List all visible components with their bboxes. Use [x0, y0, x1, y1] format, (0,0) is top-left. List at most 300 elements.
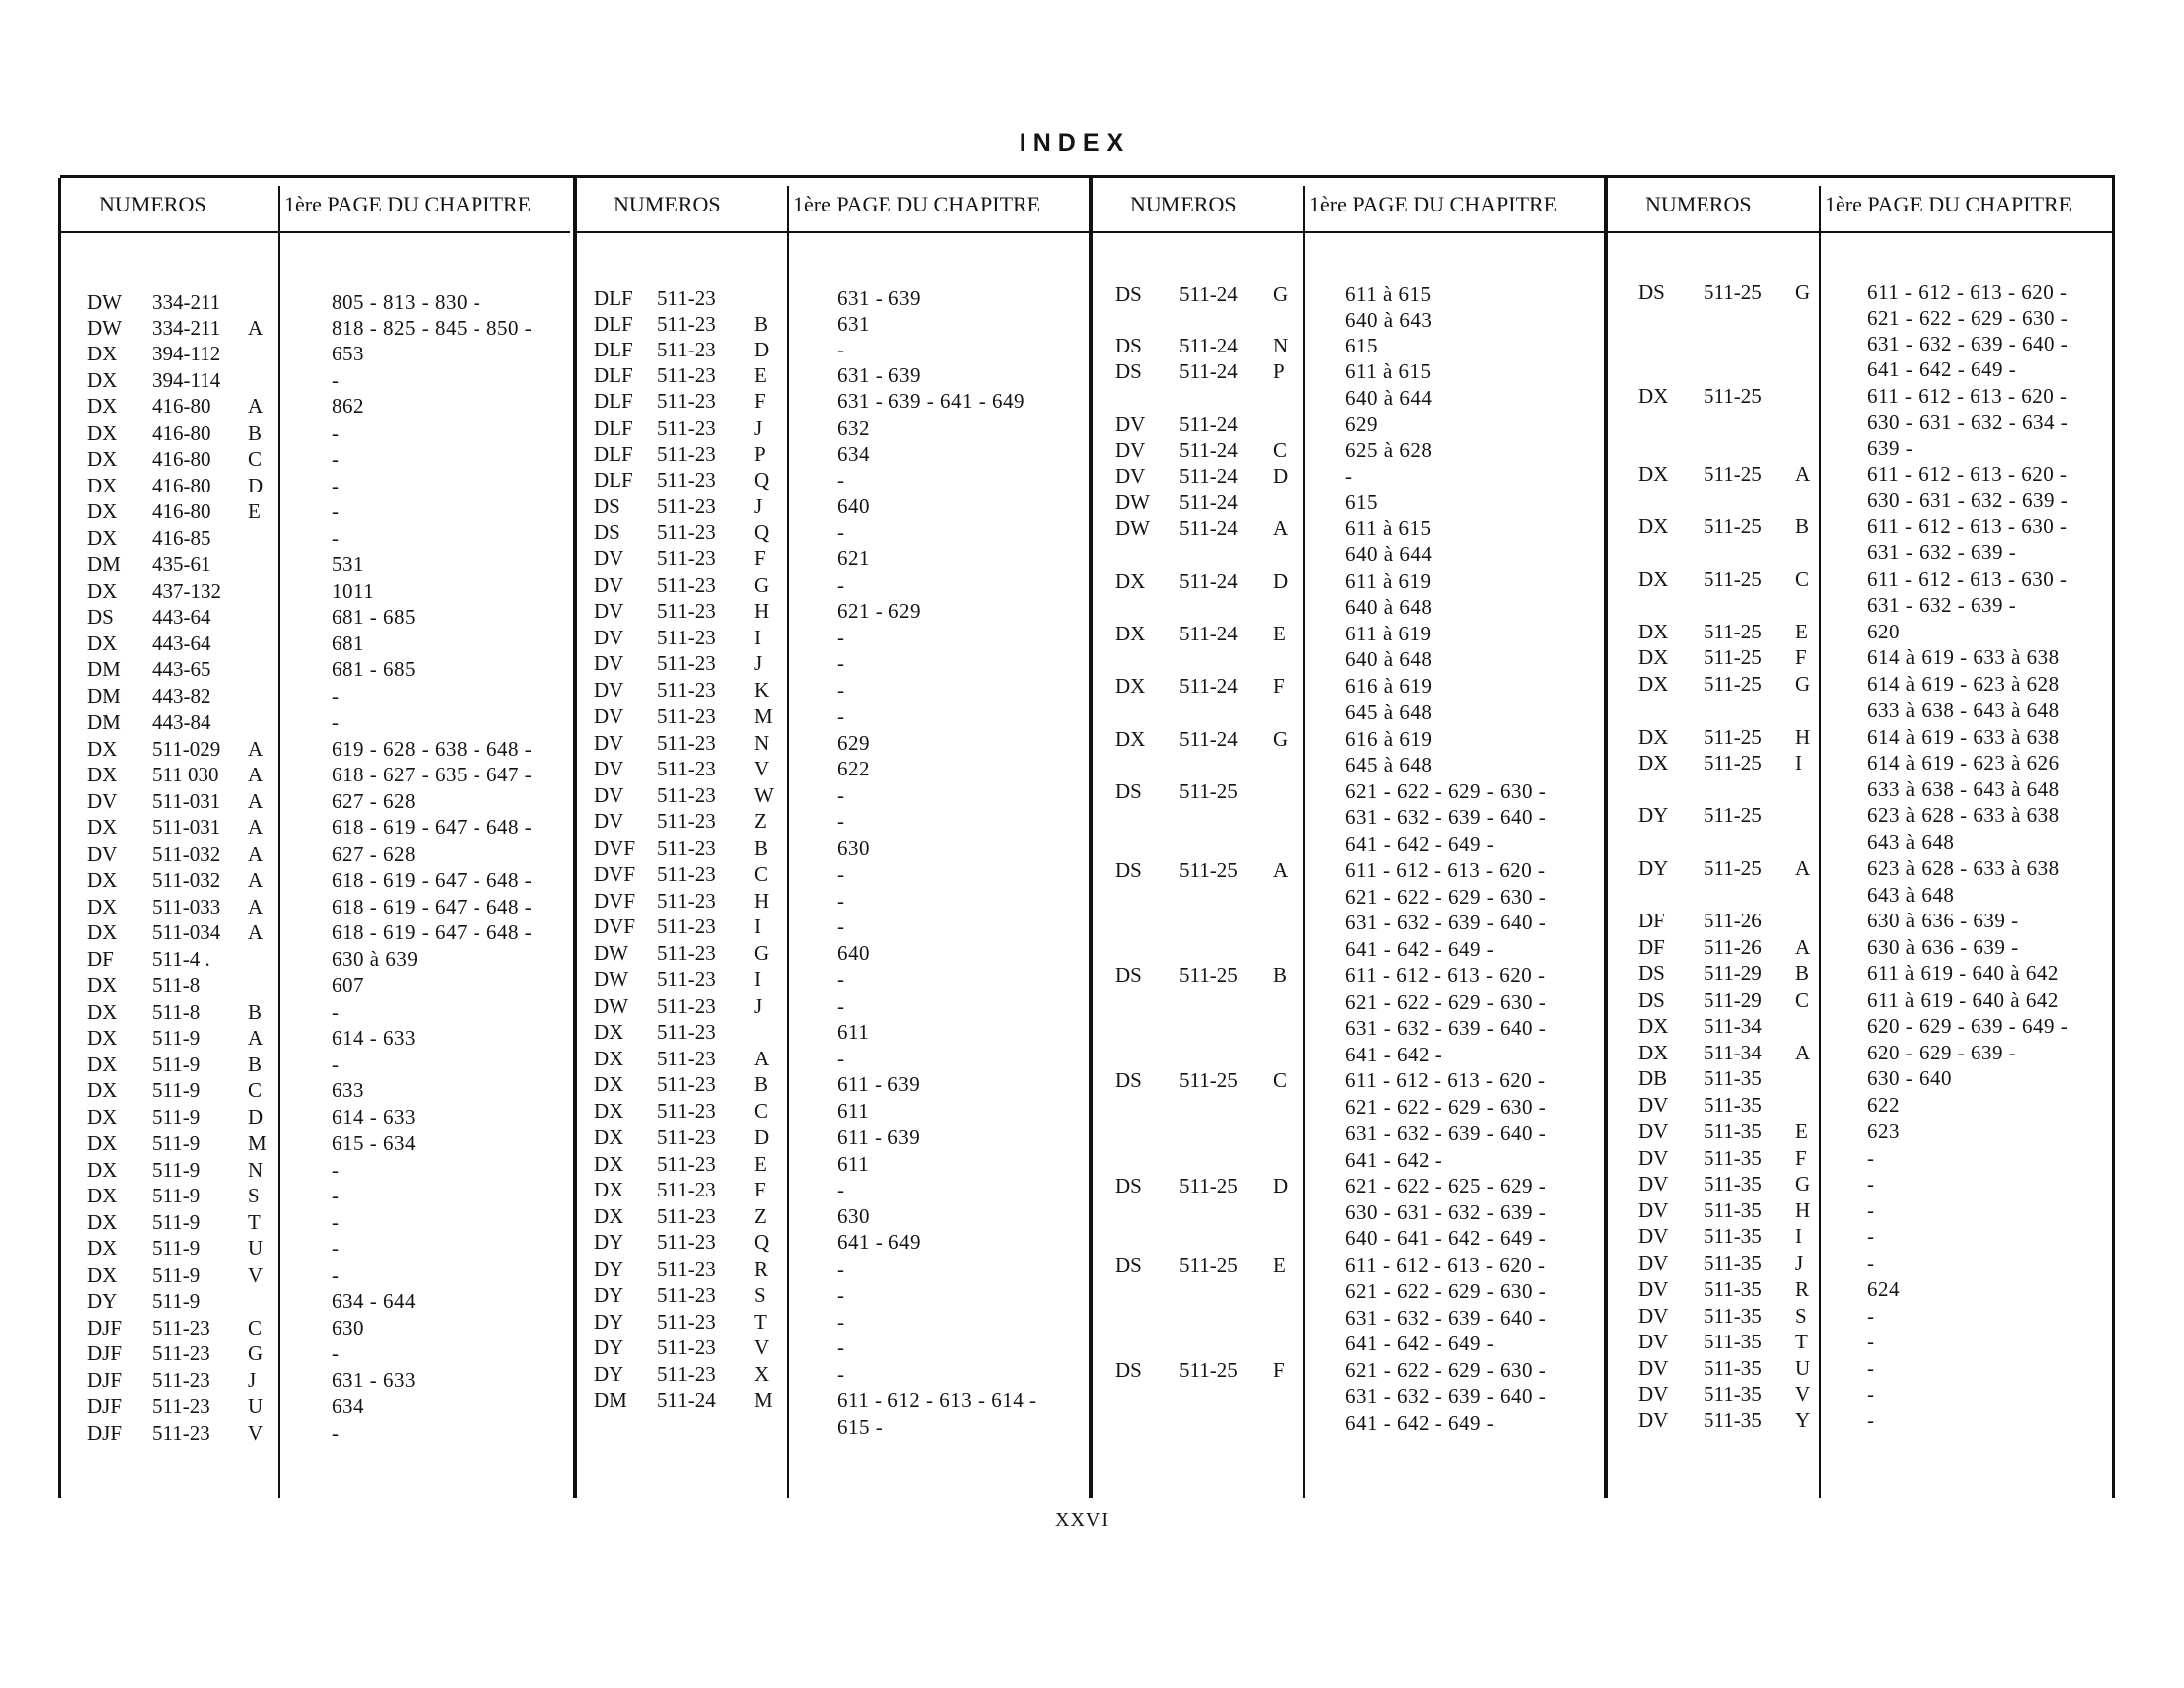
series-prefix: DVF	[594, 862, 636, 886]
series-prefix: DV	[1638, 1172, 1669, 1196]
chapter-pages: 623	[1867, 1119, 1900, 1143]
chapter-pages: -	[837, 520, 845, 544]
column-divider	[278, 186, 280, 1498]
part-number: 511-25	[1704, 462, 1762, 486]
chapter-pages: 611	[837, 1020, 870, 1044]
chapter-pages: 641 - 649	[837, 1230, 921, 1254]
part-number: 511-23	[657, 678, 716, 702]
series-prefix: DX	[1638, 725, 1669, 749]
part-number: 511-24	[1179, 674, 1238, 698]
variant-letter: C	[248, 447, 263, 471]
chapter-pages: -	[1867, 1408, 1875, 1432]
index-table	[60, 175, 2115, 1498]
part-number: 511-24	[1179, 334, 1238, 357]
chapter-pages: 640 à 644	[1345, 386, 1433, 410]
chapter-pages: 623 à 628 - 633 à 638	[1867, 803, 2060, 827]
series-prefix: DY	[87, 1289, 118, 1313]
variant-letter: I	[754, 626, 761, 649]
variant-letter: F	[754, 1178, 766, 1201]
variant-letter: J	[754, 494, 763, 518]
chapter-pages: -	[837, 468, 845, 492]
variant-letter: J	[1795, 1251, 1804, 1275]
chapter-pages: -	[332, 1341, 340, 1365]
series-prefix: DY	[594, 1283, 624, 1307]
chapter-pages: 641 - 642 - 649 -	[1867, 357, 2017, 381]
part-number: 511-23	[657, 599, 716, 623]
chapter-pages: 640	[837, 941, 870, 965]
variant-letter: B	[754, 312, 769, 336]
series-prefix: DV	[1115, 438, 1146, 462]
part-number: 511-23	[657, 416, 716, 440]
chapter-pages: 630	[332, 1316, 364, 1339]
variant-letter: M	[754, 704, 773, 728]
chapter-pages: 611 à 619	[1345, 569, 1432, 593]
series-prefix: DY	[594, 1310, 624, 1334]
chapter-pages: 611 - 612 - 613 - 620 -	[1867, 280, 2068, 304]
chapter-pages: 640 à 643	[1345, 308, 1433, 332]
part-number: 511-23	[657, 1047, 716, 1070]
chapter-pages: 618 - 619 - 647 - 648 -	[332, 868, 533, 892]
part-number: 334-211	[152, 290, 221, 314]
series-prefix: DB	[1638, 1066, 1668, 1090]
chapter-pages: -	[837, 678, 845, 702]
series-prefix: DLF	[594, 338, 633, 361]
chapter-pages: 614 - 633	[332, 1105, 416, 1129]
chapter-pages: 631 - 632 - 639 - 640 -	[1345, 911, 1547, 934]
chapter-pages: 634 - 644	[332, 1289, 416, 1313]
part-number: 511-26	[1704, 935, 1762, 959]
chapter-pages: 631 - 633	[332, 1368, 416, 1392]
part-number: 511-23	[657, 1283, 716, 1307]
chapter-pages: 611 - 612 - 613 - 614 -	[837, 1388, 1037, 1412]
chapter-pages: 618 - 619 - 647 - 648 -	[332, 895, 533, 918]
variant-letter: K	[754, 678, 770, 702]
variant-letter: B	[1273, 963, 1288, 987]
part-number: 511-25	[1704, 620, 1762, 643]
chapter-pages: -	[332, 447, 340, 471]
part-number: 511-35	[1704, 1251, 1762, 1275]
header-numeros: NUMEROS	[614, 192, 721, 216]
series-prefix: DVF	[594, 914, 636, 938]
series-prefix: DW	[594, 941, 628, 965]
part-number: 416-80	[152, 474, 211, 497]
series-prefix: DS	[1115, 779, 1142, 803]
chapter-pages: 639 -	[1867, 436, 1914, 460]
variant-letter: F	[754, 546, 766, 570]
chapter-pages: 631 - 632 - 639 -	[1867, 540, 2017, 564]
part-number: 511-24	[1179, 516, 1238, 540]
series-prefix: DX	[87, 1236, 118, 1260]
chapter-pages: -	[837, 809, 845, 833]
table-border-left	[58, 178, 61, 1498]
variant-letter: H	[1795, 1198, 1811, 1222]
variant-letter: A	[1273, 516, 1289, 540]
series-prefix: DX	[1115, 569, 1146, 593]
part-number: 511-23	[657, 704, 716, 728]
chapter-pages: 630	[837, 836, 870, 860]
part-number: 511-23	[657, 651, 716, 675]
variant-letter: F	[1795, 1146, 1807, 1170]
part-number: 511-34	[1704, 1041, 1762, 1064]
chapter-pages: 620	[1867, 620, 1900, 643]
series-prefix: DX	[87, 1026, 118, 1050]
variant-letter: E	[1273, 622, 1286, 645]
part-number: 511-23	[657, 994, 716, 1018]
series-prefix: DX	[87, 763, 118, 786]
series-prefix: DX	[87, 973, 118, 997]
variant-letter: J	[754, 651, 763, 675]
chapter-pages: 640 à 648	[1345, 595, 1433, 619]
variant-letter: B	[248, 1053, 263, 1076]
variant-letter: V	[754, 757, 770, 780]
chapter-pages: 620 - 629 - 639 -	[1867, 1041, 2017, 1064]
part-number: 511-23	[657, 914, 716, 938]
part-number: 511-23	[152, 1394, 210, 1418]
series-prefix: DLF	[594, 389, 633, 413]
series-prefix: DX	[87, 632, 118, 655]
chapter-pages: 640	[837, 494, 870, 518]
chapter-pages: -	[837, 967, 845, 991]
chapter-pages: 624	[1867, 1277, 1900, 1301]
series-prefix: DW	[87, 316, 122, 340]
variant-letter: J	[754, 416, 763, 440]
variant-letter: C	[754, 862, 769, 886]
part-number: 443-64	[152, 632, 211, 655]
chapter-pages: 621 - 622 - 629 - 630 -	[1345, 779, 1547, 803]
chapter-pages: -	[837, 1336, 845, 1359]
chapter-pages: 653	[332, 342, 364, 365]
series-prefix: DM	[87, 657, 121, 681]
chapter-pages: 611 - 612 - 613 - 620 -	[1345, 1253, 1546, 1277]
part-number: 511-23	[657, 1310, 716, 1334]
variant-letter: B	[1795, 514, 1810, 538]
part-number: 443-64	[152, 605, 211, 629]
variant-letter: V	[754, 1336, 770, 1359]
chapter-pages: 611 - 612 - 613 - 630 -	[1867, 567, 2068, 591]
series-prefix: DM	[87, 552, 121, 576]
series-prefix: DX	[87, 1263, 118, 1287]
part-number: 511-029	[152, 737, 221, 761]
series-prefix: DX	[87, 579, 118, 603]
chapter-pages: 634	[332, 1394, 364, 1418]
chapter-pages: 621	[837, 546, 870, 570]
chapter-pages: 618 - 627 - 635 - 647 -	[332, 763, 533, 786]
variant-letter: V	[248, 1263, 264, 1287]
part-number: 435-61	[152, 552, 211, 576]
chapter-pages: 611 - 612 - 613 - 620 -	[1345, 1068, 1546, 1092]
variant-letter: D	[1273, 1174, 1289, 1197]
variant-letter: N	[248, 1158, 264, 1182]
group-divider	[1604, 178, 1608, 1498]
chapter-pages: -	[837, 1178, 845, 1201]
chapter-pages: 611 à 615	[1345, 359, 1432, 383]
part-number: 511-23	[657, 468, 716, 492]
variant-letter: D	[1273, 464, 1289, 488]
part-number: 511-35	[1704, 1304, 1762, 1328]
variant-letter: A	[248, 815, 264, 839]
chapter-pages: -	[1867, 1382, 1875, 1406]
part-number: 511-25	[1704, 514, 1762, 538]
series-prefix: DW	[87, 290, 122, 314]
part-number: 511-23	[657, 783, 716, 807]
part-number: 511-35	[1704, 1356, 1762, 1380]
chapter-pages: 615	[1345, 491, 1378, 514]
header-underline	[60, 231, 570, 233]
part-number: 511-23	[657, 312, 716, 336]
chapter-pages: 630 à 636 - 639 -	[1867, 909, 2019, 932]
chapter-pages: 641 - 642 -	[1345, 1148, 1443, 1172]
part-number: 511-34	[1704, 1014, 1762, 1038]
page-number: XXVI	[1055, 1509, 1109, 1531]
variant-letter: D	[1273, 569, 1289, 593]
variant-letter: T	[754, 1310, 767, 1334]
variant-letter: E	[1795, 620, 1808, 643]
column-divider	[787, 186, 789, 1498]
part-number: 511-25	[1704, 384, 1762, 408]
series-prefix: DV	[594, 757, 624, 780]
chapter-pages: 630	[837, 1204, 870, 1228]
variant-letter: W	[754, 783, 774, 807]
chapter-pages: 641 - 642 -	[1345, 1043, 1443, 1066]
part-number: 511-23	[657, 1099, 716, 1123]
part-number: 511-9	[152, 1210, 201, 1234]
part-number: 511-25	[1704, 567, 1762, 591]
part-number: 394-112	[152, 342, 221, 365]
series-prefix: DX	[594, 1152, 624, 1176]
part-number: 511-9	[152, 1131, 201, 1155]
part-number: 511-25	[1179, 858, 1238, 882]
variant-letter: B	[248, 421, 263, 445]
chapter-pages: -	[837, 651, 845, 675]
chapter-pages: 641 - 642 - 649 -	[1345, 832, 1495, 856]
part-number: 511-25	[1704, 856, 1762, 880]
series-prefix: DJF	[87, 1341, 123, 1365]
series-prefix: DV	[1638, 1146, 1669, 1170]
variant-letter: A	[1795, 1041, 1811, 1064]
part-number: 416-80	[152, 421, 211, 445]
chapter-pages: 681 - 685	[332, 657, 416, 681]
series-prefix: DX	[87, 1131, 118, 1155]
variant-letter: I	[1795, 751, 1802, 774]
chapter-pages: 643 à 648	[1867, 883, 1955, 907]
series-prefix: DV	[594, 678, 624, 702]
series-prefix: DX	[594, 1178, 624, 1201]
chapter-pages: 681 - 685	[332, 605, 416, 629]
series-prefix: DX	[1638, 1041, 1669, 1064]
variant-letter: C	[1273, 1068, 1288, 1092]
part-number: 511-23	[657, 1020, 716, 1044]
series-prefix: DX	[1638, 567, 1669, 591]
part-number: 511-032	[152, 868, 221, 892]
chapter-pages: 640 - 641 - 642 - 649 -	[1345, 1226, 1547, 1250]
chapter-pages: 645 à 648	[1345, 700, 1433, 724]
variant-letter: I	[754, 914, 761, 938]
series-prefix: DV	[1638, 1119, 1669, 1143]
variant-letter: E	[754, 363, 767, 387]
chapter-pages: 627 - 628	[332, 789, 416, 813]
chapter-pages: 631 - 632 - 639 - 640 -	[1345, 1384, 1547, 1408]
part-number: 511-9	[152, 1158, 201, 1182]
variant-letter: J	[754, 994, 763, 1018]
chapter-pages: 805 - 813 - 830 -	[332, 290, 481, 314]
part-number: 511-9	[152, 1078, 201, 1102]
chapter-pages: -	[1867, 1251, 1875, 1275]
series-prefix: DW	[594, 994, 628, 1018]
part-number: 511-23	[152, 1341, 210, 1365]
series-prefix: DLF	[594, 468, 633, 492]
series-prefix: DX	[1638, 672, 1669, 696]
series-prefix: DX	[87, 1078, 118, 1102]
series-prefix: DF	[87, 947, 114, 971]
series-prefix: DS	[1638, 961, 1665, 985]
chapter-pages: -	[332, 1053, 340, 1076]
series-prefix: DJF	[87, 1394, 123, 1418]
chapter-pages: -	[332, 1263, 340, 1287]
series-prefix: DM	[87, 710, 121, 734]
series-prefix: DW	[594, 967, 628, 991]
part-number: 394-114	[152, 368, 221, 392]
series-prefix: DM	[87, 684, 121, 708]
part-number: 511-35	[1704, 1146, 1762, 1170]
variant-letter: M	[754, 1388, 773, 1412]
chapter-pages: -	[837, 914, 845, 938]
series-prefix: DJF	[87, 1316, 123, 1339]
part-number: 416-80	[152, 447, 211, 471]
part-number: 511-23	[657, 363, 716, 387]
chapter-pages: 622	[1867, 1093, 1900, 1117]
chapter-pages: 631 - 639 - 641 - 649	[837, 389, 1024, 413]
chapter-pages: 615	[1345, 334, 1378, 357]
chapter-pages: 641 - 642 - 649 -	[1345, 937, 1495, 961]
variant-letter: Q	[754, 468, 770, 492]
header-underline	[1608, 231, 2114, 233]
part-number: 511-23	[657, 573, 716, 597]
series-prefix: DX	[87, 1000, 118, 1024]
part-number: 511-23	[152, 1368, 210, 1392]
part-number: 511-35	[1704, 1224, 1762, 1248]
series-prefix: DJF	[87, 1421, 123, 1445]
chapter-pages: -	[332, 1236, 340, 1260]
series-prefix: DV	[1638, 1382, 1669, 1406]
variant-letter: U	[248, 1394, 264, 1418]
series-prefix: DX	[594, 1072, 624, 1096]
variant-letter: E	[1795, 1119, 1808, 1143]
series-prefix: DM	[594, 1388, 627, 1412]
part-number: 511-9	[152, 1263, 201, 1287]
chapter-pages: 611 - 612 - 613 - 620 -	[1345, 858, 1546, 882]
series-prefix: DW	[1115, 516, 1150, 540]
series-prefix: DS	[1638, 280, 1665, 304]
chapter-pages: 619 - 628 - 638 - 648 -	[332, 737, 533, 761]
chapter-pages: 621 - 622 - 629 - 630 -	[1867, 306, 2069, 330]
variant-letter: A	[1795, 856, 1811, 880]
series-prefix: DS	[594, 494, 620, 518]
series-prefix: DV	[594, 573, 624, 597]
chapter-pages: 634	[837, 442, 870, 466]
variant-letter: V	[248, 1421, 264, 1445]
chapter-pages: 630 à 639	[332, 947, 419, 971]
series-prefix: DX	[87, 394, 118, 418]
chapter-pages: -	[837, 1257, 845, 1281]
variant-letter: A	[248, 895, 264, 918]
chapter-pages: 630 - 640	[1867, 1066, 1952, 1090]
chapter-pages: -	[837, 862, 845, 886]
chapter-pages: -	[837, 573, 845, 597]
variant-letter: C	[1273, 438, 1288, 462]
variant-letter: D	[248, 474, 264, 497]
part-number: 511-24	[1179, 438, 1238, 462]
part-number: 511-9	[152, 1053, 201, 1076]
part-number: 511-35	[1704, 1119, 1762, 1143]
chapter-pages: 632	[837, 416, 870, 440]
part-number: 511-35	[1704, 1408, 1762, 1432]
chapter-pages: 621 - 622 - 629 - 630 -	[1345, 990, 1547, 1014]
variant-letter: J	[248, 1368, 257, 1392]
series-prefix: DY	[1638, 856, 1669, 880]
header-numeros: NUMEROS	[1645, 192, 1752, 216]
chapter-pages: 641 - 642 - 649 -	[1345, 1332, 1495, 1355]
part-number: 511-24	[1179, 622, 1238, 645]
series-prefix: DX	[87, 815, 118, 839]
chapter-pages: -	[332, 1184, 340, 1207]
chapter-pages: -	[332, 710, 340, 734]
series-prefix: DS	[1115, 359, 1142, 383]
chapter-pages: 611 à 619 - 640 à 642	[1867, 988, 2059, 1012]
chapter-pages: 640 à 644	[1345, 542, 1433, 566]
series-prefix: DV	[594, 704, 624, 728]
variant-letter: N	[1273, 334, 1289, 357]
chapter-pages: 614 à 619 - 623 à 626	[1867, 751, 2060, 774]
series-prefix: DS	[1115, 1253, 1142, 1277]
part-number: 511-26	[1704, 909, 1762, 932]
variant-letter: C	[1795, 988, 1810, 1012]
header-underline	[1093, 231, 1604, 233]
part-number: 511-35	[1704, 1198, 1762, 1222]
series-prefix: DS	[1115, 858, 1142, 882]
part-number: 511-23	[657, 1362, 716, 1386]
variant-letter: D	[248, 1105, 264, 1129]
chapter-pages: 611 à 615	[1345, 516, 1432, 540]
chapter-pages: -	[837, 1310, 845, 1334]
part-number: 511-23	[657, 1230, 716, 1254]
variant-letter: S	[1795, 1304, 1807, 1328]
series-prefix: DX	[1638, 1014, 1669, 1038]
chapter-pages: -	[1867, 1198, 1875, 1222]
page-title: INDEX	[1019, 129, 1131, 157]
series-prefix: DLF	[594, 363, 633, 387]
variant-letter: C	[1795, 567, 1810, 591]
variant-letter: Z	[754, 1204, 767, 1228]
variant-letter: S	[248, 1184, 260, 1207]
chapter-pages: 631 - 632 - 639 - 640 -	[1345, 1016, 1547, 1040]
variant-letter: A	[248, 920, 264, 944]
series-prefix: DS	[87, 605, 114, 629]
part-number: 511-23	[657, 1336, 716, 1359]
series-prefix: DX	[87, 499, 118, 523]
part-number: 511-25	[1704, 645, 1762, 669]
part-number: 511-25	[1179, 963, 1238, 987]
variant-letter: T	[1795, 1330, 1808, 1353]
header-premiere-page: 1ère PAGE DU CHAPITRE	[1309, 192, 1558, 216]
variant-letter: Q	[754, 520, 770, 544]
chapter-pages: 611 à 619	[1345, 622, 1432, 645]
variant-letter: E	[1273, 1253, 1286, 1277]
part-number: 437-132	[152, 579, 221, 603]
chapter-pages: 615 -	[837, 1415, 884, 1439]
chapter-pages: 633 à 638 - 643 à 648	[1867, 698, 2060, 722]
series-prefix: DS	[1115, 334, 1142, 357]
chapter-pages: 611 - 612 - 613 - 620 -	[1867, 384, 2068, 408]
